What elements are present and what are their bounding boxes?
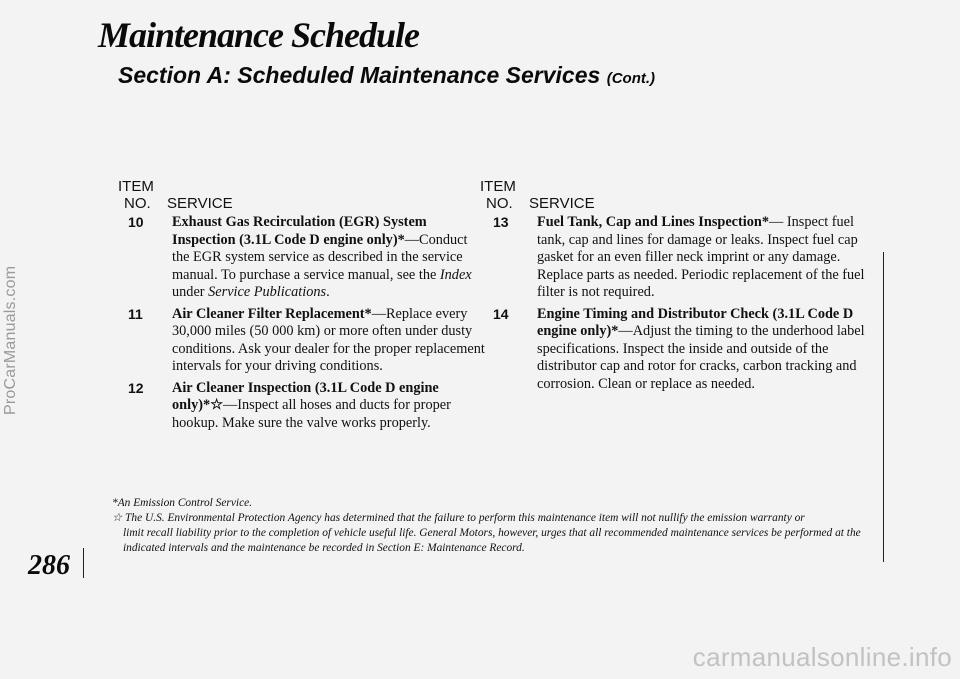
no-label: NO. <box>486 195 513 212</box>
item-text-italic: Service Publications <box>208 284 327 300</box>
left-column <box>118 178 488 436</box>
item-title: Exhaust Gas Recirculation (EGR) System Inspection (3.1L Code D engine only)* <box>172 214 427 248</box>
section-subtitle-text: Section A: Scheduled Maintenance Services <box>118 62 601 88</box>
service-item-10 <box>118 214 488 302</box>
item-text: —Inspect all hoses and ducts for proper hookup. Make sure the valve works properly. <box>172 397 451 431</box>
page-title: Maintenance Schedule <box>98 15 420 55</box>
item-label: ITEM <box>480 178 516 195</box>
item-text: —Conduct the EGR system service as described in the service manual. To purchase a service manual, see the <box>172 231 468 283</box>
footnote-epa <box>112 511 882 556</box>
service-label: SERVICE <box>529 195 595 212</box>
item-title: Air Cleaner Inspection (3.1L Code D engine only)*☆ <box>172 379 439 413</box>
item-description <box>537 306 880 394</box>
left-margin-rule <box>83 548 84 578</box>
item-number: 10 <box>128 214 144 230</box>
no-label: NO. <box>124 195 151 212</box>
right-margin-rule <box>883 252 884 562</box>
item-number: 14 <box>493 305 509 322</box>
item-text: — Inspect fuel tank, cap and lines for damage or leaks. Inspect fuel cap gasket for an even filler neck imprint or any damage. Replace parts as needed. Periodic replacement of the fuel filter is not required. <box>537 214 865 300</box>
footnotes <box>112 496 882 556</box>
item-text: —Replace every 30,000 miles (50 000 km) or more often under dusty conditions. Ask your dealer for the proper replacement intervals for your driving conditions. <box>172 305 485 374</box>
item-number: 11 <box>128 305 143 322</box>
item-title: Engine Timing and Distributor Check (3.1L Code D engine only)* <box>537 305 854 339</box>
item-description <box>172 306 488 376</box>
item-text: under <box>172 284 209 300</box>
item-number: 12 <box>128 379 144 396</box>
service-item-11 <box>118 306 488 376</box>
item-description <box>537 214 880 302</box>
service-item-12 <box>118 380 488 433</box>
service-item-13 <box>480 214 880 302</box>
footnote-emission: *An Emission Control Service. <box>112 497 253 509</box>
item-text-italic: Index <box>439 266 472 283</box>
section-subtitle <box>118 62 655 89</box>
item-title: Fuel Tank, Cap and Lines Inspection* <box>537 214 770 230</box>
service-label: SERVICE <box>167 195 233 212</box>
right-column-header <box>480 178 880 214</box>
item-text: . <box>326 284 330 300</box>
service-item-14 <box>480 306 880 394</box>
left-column-header <box>118 178 488 214</box>
right-column <box>480 178 880 397</box>
item-number: 13 <box>493 214 509 230</box>
item-description <box>172 214 488 302</box>
side-watermark: ProCarManuals.com <box>2 265 19 415</box>
bottom-watermark: carmanualsonline.info <box>692 642 952 672</box>
footnote-epa-line1: ☆ The U.S. Environmental Protection Agency has determined that the failure to perform this maintenance item will not nullify the emission warranty or <box>112 512 805 524</box>
section-subtitle-suffix: (Cont.) <box>606 70 656 87</box>
page-number: 286 <box>28 550 70 581</box>
item-label: ITEM <box>118 178 154 195</box>
item-title: Air Cleaner Filter Replacement* <box>172 305 372 322</box>
footnote-epa-continued: limit recall liability prior to the completion of vehicle useful life. General Motors, however, urges that all recommended maintenance services be performed at the indicated intervals and the maintenance be recorded in Section E: Maintenance Record. <box>123 527 861 554</box>
item-text: —Adjust the timing to the underhood label specifications. Inspect the inside and outside of the distributor cap and rotor for cracks, carbon tracking and corrosion. Clean or replace as needed. <box>537 323 865 392</box>
item-description <box>172 380 488 433</box>
